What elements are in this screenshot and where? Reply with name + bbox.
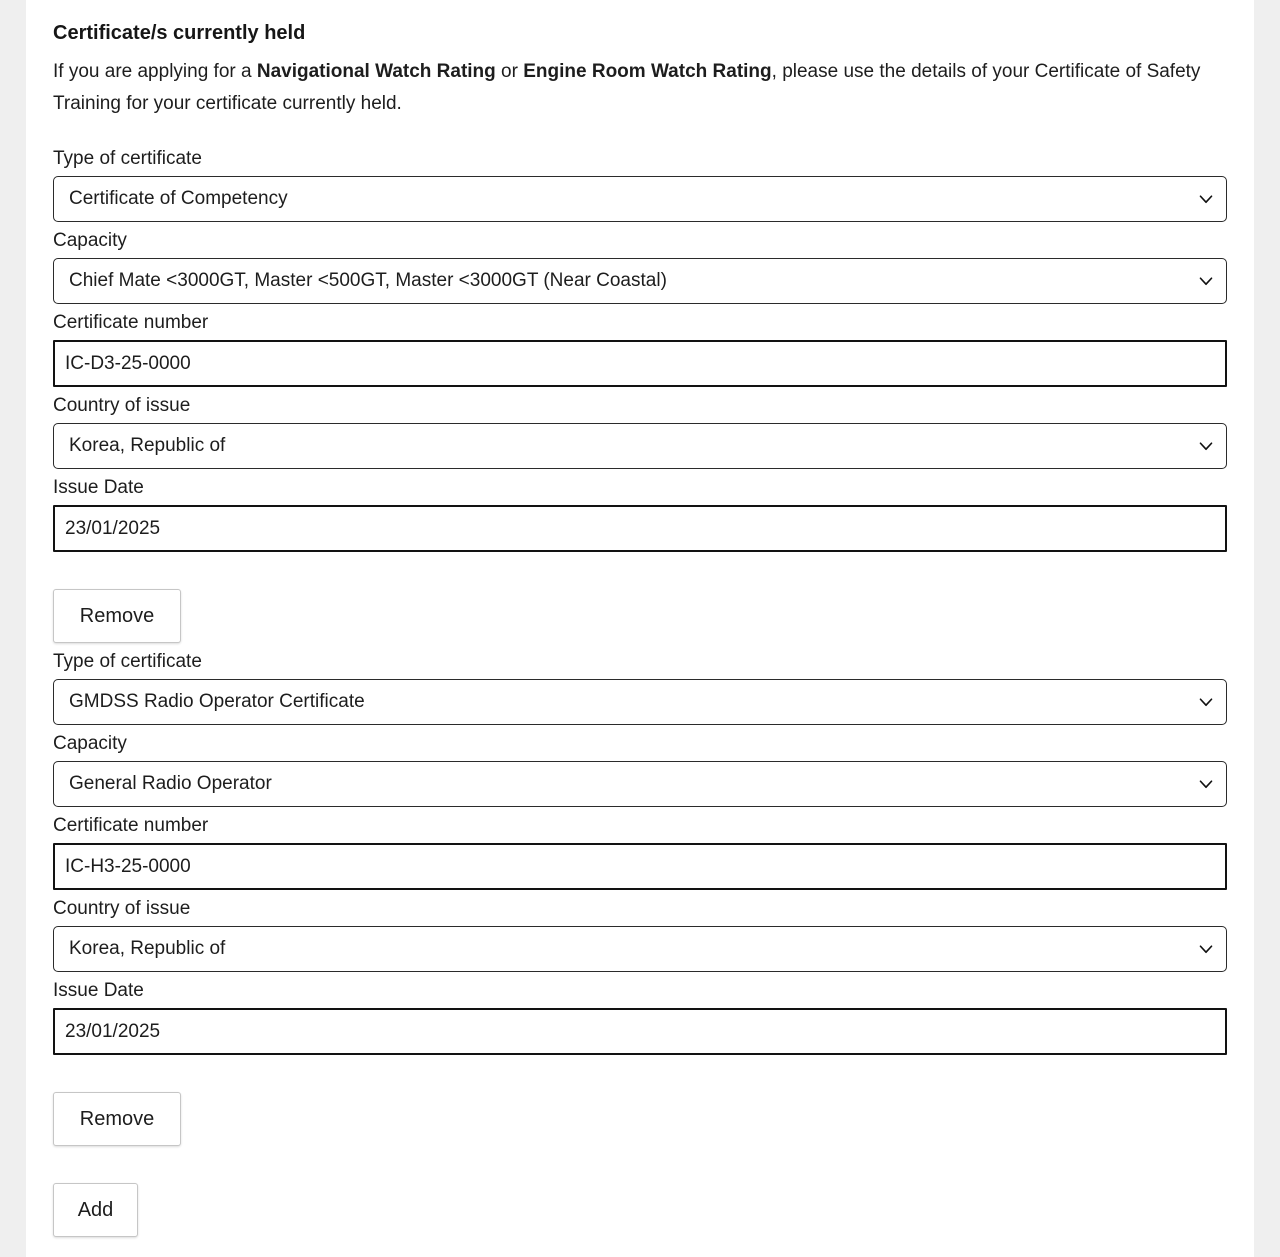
cert2-number-label: Certificate number [53,815,209,836]
cert2-country-value: Korea, Republic of [69,938,226,959]
certificates-form [53,148,1227,1237]
intro-bold-navigational: Navigational Watch Rating [256,61,496,82]
cert2-type-label: Type of certificate [53,651,202,672]
page-title: Certificate/s currently held [53,22,306,44]
intro-bold-engine: Engine Room Watch Rating [523,61,772,82]
chevron-down-icon [1195,188,1217,210]
cert2-remove-button[interactable]: Remove [53,1092,181,1146]
certificate-block-2 [53,651,1227,1146]
certificate-block-1 [53,148,1227,643]
cert2-capacity-select[interactable] [53,761,1227,807]
chevron-down-icon [1195,773,1217,795]
cert2-capacity-label: Capacity [53,733,127,754]
cert1-country-label: Country of issue [53,395,191,416]
cert2-number-input[interactable] [53,843,1227,890]
cert1-country-value: Korea, Republic of [69,435,226,456]
cert1-issue-date-input[interactable] [53,505,1227,552]
cert1-capacity-value: Chief Mate <3000GT, Master <500GT, Master <3000GT (Near Coastal) [69,270,667,291]
cert1-capacity-select[interactable] [53,258,1227,304]
chevron-down-icon [1195,938,1217,960]
cert1-number-label: Certificate number [53,312,209,333]
chevron-down-icon [1195,435,1217,457]
cert1-issue-date-label: Issue Date [53,477,144,498]
form-content [26,0,1254,1257]
add-certificate-button[interactable]: Add [53,1183,138,1237]
cert1-remove-button[interactable]: Remove [53,589,181,643]
chevron-down-icon [1195,270,1217,292]
cert1-capacity-label: Capacity [53,230,127,251]
cert1-type-select[interactable] [53,176,1227,222]
cert1-number-input[interactable] [53,340,1227,387]
cert1-type-value: Certificate of Competency [69,188,288,209]
intro-or: or [495,61,524,82]
cert2-country-select[interactable] [53,926,1227,972]
chevron-down-icon [1195,691,1217,713]
intro-text [53,56,1227,120]
cert2-type-value: GMDSS Radio Operator Certificate [69,691,365,712]
cert2-issue-date-label: Issue Date [53,980,144,1001]
cert2-country-label: Country of issue [53,898,191,919]
cert2-type-select[interactable] [53,679,1227,725]
cert2-capacity-value: General Radio Operator [69,773,272,794]
intro-pre: If you are applying for a [53,61,257,82]
cert1-type-label: Type of certificate [53,148,202,169]
cert1-country-select[interactable] [53,423,1227,469]
cert2-issue-date-input[interactable] [53,1008,1227,1055]
intro-post: , please use the details of your Certificate of Safety Training for your certificate currently held. [53,61,1201,114]
